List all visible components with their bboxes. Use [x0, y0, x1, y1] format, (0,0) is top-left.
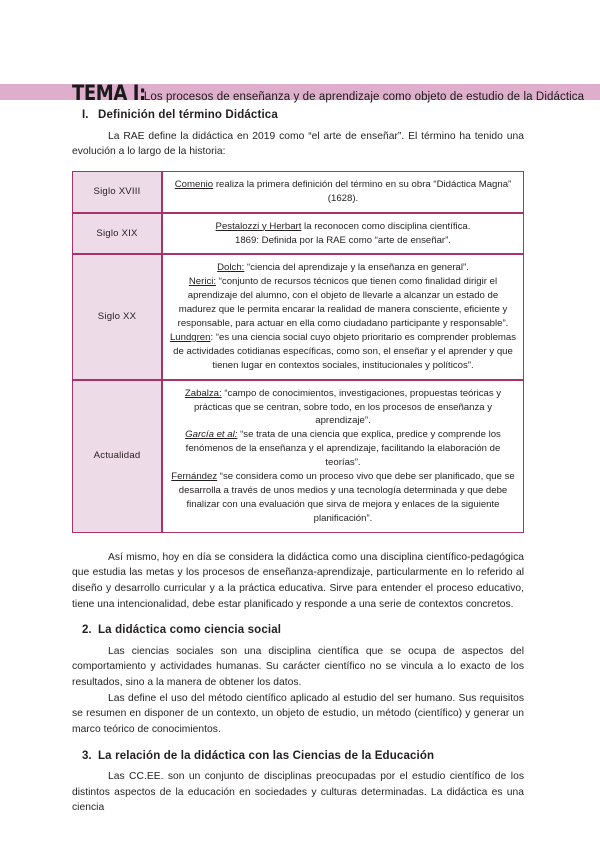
- tema-label: TEMA I:: [72, 81, 146, 105]
- definition-line: [185, 429, 501, 468]
- section-heading-3: [72, 749, 524, 765]
- definition-line: [178, 276, 509, 329]
- table-cell-description: [162, 213, 524, 255]
- section-title-1: Definición del término Didáctica: [98, 109, 278, 121]
- definition-author: García et al:: [185, 429, 238, 441]
- definition-line: [175, 179, 512, 204]
- definition-text: “conjunto de recursos técnicos que tienen como finalidad dirigir el aprendizaje del alumno, con el objeto de llevarle a alcanzar un estado de madurez que le permita encarar la realidad de manera consciente, eficiente y responsable, para actuar en ella como ciudadano participante y responsable”.: [177, 276, 509, 330]
- definition-text: “ciencia del aprendizaje y la enseñanza en general”.: [244, 262, 469, 274]
- definition-author: Comenio: [174, 178, 214, 190]
- table-row: [72, 213, 524, 255]
- table-cell-era: Siglo XX: [72, 254, 162, 379]
- didactica-definitions-table: [72, 171, 524, 533]
- section-2-paragraph-2: Las define el uso del método científico aplicado al estudio del ser humano. Sus requisitos se resumen en disponer de un contexto, un objeto de estudio, un método (científico) y generar un marco teórico de conocimientos.: [72, 692, 524, 736]
- table-cell-era: Siglo XVIII: [72, 171, 162, 213]
- definition-text: “se considera como un proceso vivo que debe ser planificado, que se desarrolla a través de unos medios y una tecnología determinada y que debe finalizar con una evaluación que sirva de mejora y enlaces de la siguiente planificación”.: [178, 471, 515, 524]
- definition-line: [171, 471, 514, 524]
- section-heading-2: [72, 623, 524, 639]
- definition-author: Nerici:: [188, 276, 217, 288]
- after-table-paragraph: Así mismo, hoy en día se considera la didáctica como una disciplina científico-pedagógica que estudia las metas y los procesos de enseñanza-aprendizaje, particularmente en lo referido al diseño y desarrollo curricular y a la práctica educativa. Sirve para entender el proceso educativo, tiene una intencionalidad, debe estar planificado y responde a una serie de contextos concretos.: [72, 551, 524, 610]
- section-title-3: La relación de la didáctica con las Ciencias de la Educación: [98, 749, 435, 762]
- definition-text: “se trata de una ciencia que explica, predice y comprende los fenómenos de la enseñanza y el aprendizaje, facilitando la elaboración de teorías”.: [185, 429, 501, 469]
- table-cell-era: Siglo XIX: [72, 213, 162, 255]
- section-number-1: I.: [82, 109, 89, 121]
- didactica-definitions-table-wrapper: [72, 171, 524, 533]
- table-row: [72, 254, 524, 379]
- section-number-3: 3.: [82, 749, 92, 762]
- definition-author: Pestalozzi y Herbart: [215, 220, 302, 232]
- definition-text: 1869: Definida por la RAE como “arte de enseñar”.: [235, 234, 451, 246]
- definition-line: [170, 332, 516, 371]
- section-heading-1: [72, 108, 524, 124]
- definition-line: [217, 262, 469, 273]
- definition-author: Zabalza:: [184, 387, 222, 399]
- tema-subtitle: Los procesos de enseñanza y de aprendizaje como objeto de estudio de la Didáctica: [143, 90, 585, 103]
- definition-text: realiza la primera definición del término en su obra “Didáctica Magna” (1628).: [213, 178, 512, 204]
- table-body: [72, 171, 524, 533]
- table-cell-description: [162, 380, 524, 533]
- table-cell-description: [162, 171, 524, 213]
- section-2-paragraph-1: Las ciencias sociales son una disciplina científica que se ocupa de aspectos del comportamiento y actividades humanas. Su carácter científico no se vincula a lo exacto de los resultados, sino a la manera de obtener los datos.: [72, 645, 524, 689]
- table-cell-description: [162, 254, 524, 379]
- section-title-2: La didáctica como ciencia social: [98, 624, 282, 637]
- table-cell-era: Actualidad: [72, 380, 162, 533]
- document-header: [72, 72, 600, 104]
- definition-line: [235, 235, 451, 246]
- section-3-paragraph-1: Las CC.EE. son un conjunto de disciplinas preocupadas por el estudio científico de los distintos aspectos de la educación en sociedades y culturas determinadas. La didáctica es una ciencia: [72, 771, 524, 814]
- definition-line: [216, 221, 471, 232]
- definition-text: la reconocen como disciplina científica.: [301, 220, 471, 232]
- definition-author: Lundgren: [169, 331, 211, 343]
- definition-author: Fernández: [171, 471, 218, 483]
- definition-line: [185, 388, 501, 427]
- table-row: [72, 171, 524, 213]
- document-content: [72, 108, 524, 816]
- definition-author: Dolch:: [217, 262, 245, 274]
- table-row: [72, 380, 524, 533]
- definition-text: “campo de conocimientos, investigaciones, propuestas teóricas y prácticas que se centran, sobre todo, en los procesos de enseñanza y aprendizaje”.: [193, 387, 502, 427]
- section-number-2: 2.: [82, 624, 92, 637]
- section-1-paragraph-1: La RAE define la didáctica en 2019 como “el arte de enseñar”. El término ha tenido una evolución a lo largo de la historia:: [72, 130, 524, 158]
- definition-text: : “es una ciencia social cuyo objeto prioritario es comprender problemas de actividades cotidianas específicas, como son, el enseñar y el aprender y que tienen lugar en contextos sociales, institucionales y políticos”.: [173, 331, 517, 371]
